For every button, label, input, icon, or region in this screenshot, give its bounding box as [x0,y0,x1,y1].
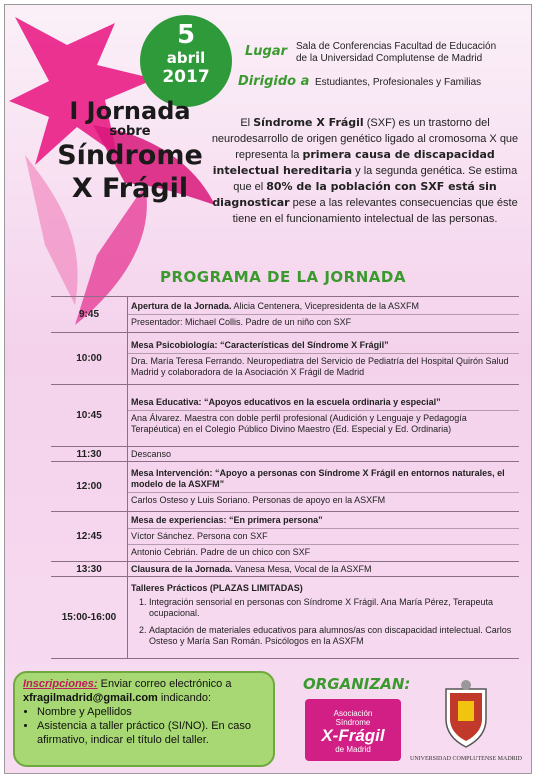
intro-text: y la segunda genética. Se estima que el [233,165,518,193]
schedule-content [128,297,520,333]
date-badge [140,15,232,107]
session-detail: Ana Álvarez. Maestra con doble perfil profesional (Audición y Lenguaje y Pedagogía Terapéutica) en el Colegio Público Divino Maestro (Ed. Especial y Ed. Ordinaria) [128,410,519,435]
title-line3: Síndrome [57,140,203,171]
title-line4: X Frágil [71,173,189,204]
workshop-list [131,597,516,647]
intro-text: El [240,117,254,129]
intro-text: pese a las relevantes consecuencias que éste tiene en el funcionamiento intelectual de las personas. [232,197,518,225]
session-detail: Vanesa Mesa, Vocal de la ASXFM [232,563,372,574]
session-detail: Víctor Sánchez. Persona con SXF [128,528,519,542]
schedule-content [128,462,520,512]
dirigido-text: Estudiantes, Profesionales y Familias [315,77,482,88]
schedule-time: 12:45 [51,512,128,562]
session-title: Mesa de experiencias: “En primera persona” [131,515,323,525]
session-detail: Alicia Centenera, Vicepresidenta de la ASXFM [231,301,419,311]
schedule-row [51,297,519,333]
schedule-row [51,512,519,562]
intro-text: (SXF) es un trastorno del neurodesarrollo de origen genético ligado al cromosoma X que representa la [211,117,519,161]
date-month: abril [166,49,206,67]
schedule-content: Descanso [128,447,520,462]
session-title: Apertura de la Jornada. [131,301,232,311]
schedule-content [128,385,520,447]
schedule-row [51,333,519,385]
session-title: Clausura de la Jornada. [131,563,233,574]
title-line1: I Jornada [69,97,191,125]
schedule-row [51,462,519,512]
schedule-row [51,385,519,447]
registration-item: • Nombre y Apellidos [37,705,265,719]
schedule-time: 10:45 [51,385,128,447]
session-detail: Dra. María Teresa Ferrando. Neuropediatra del Servicio de Pediatría del Hospital Quirón Salud Madrid y colaboradora de la Asociación X Frágil de Madrid [128,353,519,378]
schedule-time: 9:45 [51,297,128,333]
registration-heading: Inscripciones: [23,678,98,690]
registration-email[interactable]: xfragilmadrid@gmail.com [23,692,158,704]
schedule-time: 12:00 [51,462,128,512]
dirigido-label: Dirigido a [238,74,310,89]
schedule-table [51,296,519,659]
asxfm-logo [305,699,401,761]
schedule-content [128,562,520,577]
schedule-time: 11:30 [51,447,128,462]
intro-paragraph [210,115,520,227]
title-line2: sobre [109,124,151,139]
schedule-content [128,577,520,659]
poster [4,4,532,774]
logo-text: X-Frágil [321,726,385,745]
registration-box [13,671,275,767]
lugar-label: Lugar [245,44,288,59]
ucm-crest-icon [438,679,494,749]
date-day: 5 [176,20,196,50]
registration-item: • Asistencia a taller práctico (SI/NO). En caso afirmativo, indicar el título del taller. [37,719,265,747]
registration-list [23,705,265,747]
ucm-logo [409,679,523,771]
organizers-title: ORGANIZAN: [303,675,411,693]
schedule-row [51,577,519,659]
session-title: Talleres Prácticos (PLAZAS LIMITADAS) [131,582,303,593]
session-title: Mesa Educativa: “Apoyos educativos en la escuela ordinaria y especial” [131,396,441,407]
session-title: Mesa Psicobiología: “Características del Síndrome X Frágil” [131,339,389,350]
schedule-row [51,562,519,577]
session-extra: Presentador: Michael Collis. Padre de un niño con SXF [128,314,519,328]
session-extra: Antonio Cebrián. Padre de un chico con SXF [128,544,519,558]
schedule-time: 13:30 [51,562,128,577]
logo-text: de Madrid [335,745,371,754]
schedule-content [128,512,520,562]
ucm-caption: UNIVERSIDAD COMPLUTENSE MADRID [409,756,522,762]
schedule-time: 10:00 [51,333,128,385]
registration-text: indicando: [157,692,212,704]
intro-highlight: 80% de la población con SXF está sin diagnosticar [212,180,497,209]
schedule-time: 15:00-16:00 [51,577,128,659]
workshop-item: 2. Adaptación de materiales educativos para alumnos/as con discapacidad intelectual. Carlos Osteso y María San Román. Psicólogos en la ASXFM [149,625,516,647]
logo-text: Asociación [333,709,373,718]
schedule-content [128,333,520,385]
logo-text: Síndrome [335,718,371,727]
lugar-line1: Sala de Conferencias Facultad de Educación [296,41,497,52]
session-title: Mesa Intervención: “Apoyo a personas con Síndrome X Frágil en entornos naturales, el modelo de la ASXFM” [131,467,505,489]
schedule-row [51,447,519,462]
workshop-item: 1. Integración sensorial en personas con Síndrome X Frágil. Ana María Pérez, Terapeuta ocupacional. [149,597,516,619]
session-detail: Carlos Osteso y Luis Soriano. Personas de apoyo en la ASXFM [128,492,519,506]
lugar-line2: de la Universidad Complutense de Madrid [296,53,483,64]
intro-highlight: primera causa de discapacidad intelectual hereditaria [212,148,495,177]
intro-highlight: Síndrome X Frágil [253,116,364,129]
program-title: PROGRAMA DE LA JORNADA [160,268,406,286]
event-title [40,97,220,205]
registration-text: Enviar correo electrónico a [97,678,232,690]
date-year: 2017 [162,67,210,87]
